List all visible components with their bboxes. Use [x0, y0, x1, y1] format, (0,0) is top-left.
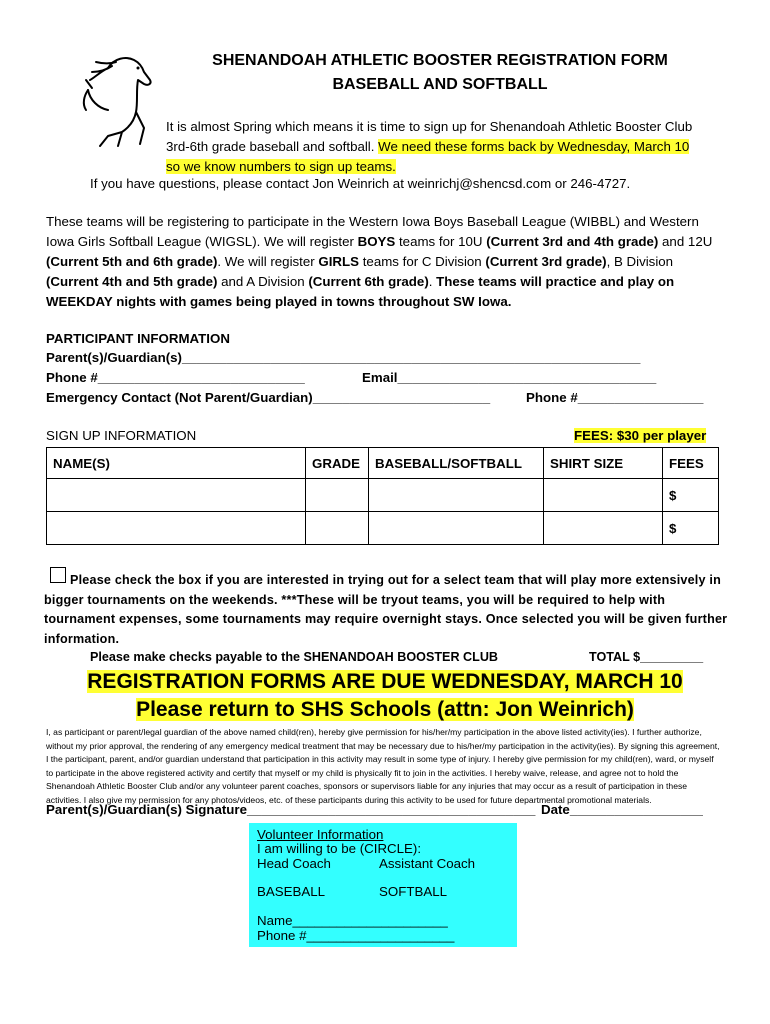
volunteer-willing: I am willing to be (CIRCLE):: [257, 841, 422, 856]
emergency-phone-field[interactable]: Phone #_________________: [526, 390, 704, 405]
total-field[interactable]: TOTAL $_________: [589, 650, 704, 664]
grade-label: (Current 5th and 6th grade): [46, 254, 218, 269]
grade-label: (Current 6th grade): [308, 274, 429, 289]
column-header: NAME(S): [47, 448, 306, 479]
shirt-size-cell[interactable]: [544, 479, 663, 512]
due-banner: REGISTRATION FORMS ARE DUE WEDNESDAY, MARCH 10: [87, 670, 683, 693]
checks-payable-text: Please make checks payable to the SHENANDOAH BOOSTER CLUB: [90, 650, 499, 664]
sport-cell[interactable]: [369, 479, 544, 512]
signup-table: [46, 447, 719, 545]
signature-field[interactable]: Parent(s)/Guardian(s) Signature_______________________________________: [46, 802, 536, 817]
girls-label: GIRLS: [318, 254, 360, 269]
volunteer-name-field[interactable]: Name_____________________: [257, 913, 448, 928]
teams-text: teams for 10U: [395, 234, 487, 249]
fees-cell[interactable]: $: [663, 512, 719, 545]
phone-field[interactable]: Phone #____________________________: [46, 370, 305, 385]
grade-cell[interactable]: [306, 512, 369, 545]
intro-line-2-plain: 3rd-6th grade baseball and softball.: [166, 139, 375, 154]
select-team-text: Please check the box if you are interested in trying out for a select team that will play more extensively in bigger tournaments on the weekends. ***These will be tryout teams, you will be required to help with tournament expenses, some tournaments may require overnight stays. Once selected you will be given further information.: [44, 573, 728, 646]
teams-text: , B Division: [606, 254, 674, 269]
teams-text: . We will register: [217, 254, 319, 269]
grade-label: (Current 4th and 5th grade): [46, 274, 218, 289]
parent-field[interactable]: Parent(s)/Guardian(s)______________________________________________________________: [46, 350, 641, 365]
table-row: [47, 479, 719, 512]
volunteer-title: Volunteer Information: [257, 827, 384, 842]
mustang-horse-icon: [78, 50, 158, 150]
teams-text: and A Division: [217, 274, 309, 289]
participant-heading: PARTICIPANT INFORMATION: [46, 331, 230, 346]
teams-text: teams for C Division: [359, 254, 486, 269]
intro-line-2: [166, 137, 726, 157]
name-cell[interactable]: [47, 512, 306, 545]
form-subtitle: BASEBALL AND SOFTBALL: [332, 76, 548, 93]
softball-option[interactable]: SOFTBALL: [379, 884, 447, 899]
grade-cell[interactable]: [306, 479, 369, 512]
emergency-contact-field[interactable]: Emergency Contact (Not Parent/Guardian)________________________: [46, 390, 491, 405]
column-header: FEES: [663, 448, 719, 479]
table-header-row: [47, 448, 719, 479]
form-title: SHENANDOAH ATHLETIC BOOSTER REGISTRATION FORM: [212, 52, 668, 69]
waiver-text: I, as participant or parent/legal guardian of the above named child(ren), hereby give permission for his/her/my participation in the above listed activity(ies). I further authorize, without my prior approval, the rendering of any emergency medical treatment that may be necessary due to his/her/my participation in the activity(ies). By signing this agreement, I the participant, parent, and/or guardian understand that participation in this activity may result in some type of injury. I hereby give permission for my child(ren), ward, or myself to participate in the above registered activity and certify that myself or my child is physically fit to join in the activities. I hereby waive, release, and agree not to hold the Shenandoah Athletic Booster Club and/or any volunteer parent coaches, sponsors or supervisors liable for any injuries that may occur as a result of participation in these activities. I also give my permission for any photos/videos, etc. of these participants during this activity to be used for future departmental promotional materials.: [46, 727, 720, 805]
boys-label: BOYS: [357, 234, 396, 249]
name-cell[interactable]: [47, 479, 306, 512]
fees-label: FEES: $30 per player: [574, 428, 707, 443]
grade-label: (Current 3rd and 4th grade): [486, 234, 659, 249]
assistant-coach-option[interactable]: Assistant Coach: [379, 856, 476, 871]
teams-text: These teams will be registering to participate in the Western Iowa Boys Baseball League (WIBBL) and Western Iowa Girls Softball League (WIGSL). We will register: [46, 214, 699, 249]
return-banner: Please return to SHS Schools (attn: Jon Weinrich): [136, 698, 634, 721]
sport-cell[interactable]: [369, 512, 544, 545]
teams-paragraph: [46, 212, 726, 312]
baseball-option[interactable]: BASEBALL: [257, 884, 326, 899]
volunteer-box: [249, 823, 517, 947]
deadline-highlight-cont: so we know numbers to sign up teams.: [166, 159, 396, 174]
signup-heading: SIGN UP INFORMATION: [46, 428, 197, 443]
fees-cell[interactable]: $: [663, 479, 719, 512]
email-field[interactable]: Email___________________________________: [362, 370, 657, 385]
practice-note: These teams will practice and play on WEEKDAY nights with games being played in towns throughout SW Iowa.: [46, 274, 675, 309]
volunteer-phone-field[interactable]: Phone #____________________: [257, 928, 455, 943]
column-header: GRADE: [306, 448, 369, 479]
contact-line: If you have questions, please contact Jon Weinrich at weinrichj@shencsd.com or 246-4727.: [90, 176, 631, 191]
deadline-highlight: We need these forms back by Wednesday, March 10: [378, 139, 690, 154]
intro-line-1: It is almost Spring which means it is time to sign up for Shenandoah Athletic Booster Club: [166, 119, 693, 134]
date-field[interactable]: Date__________________: [541, 802, 703, 817]
intro-paragraph: [166, 117, 726, 177]
teams-text: .: [428, 274, 437, 289]
column-header: SHIRT SIZE: [544, 448, 663, 479]
teams-text: and 12U: [658, 234, 713, 249]
column-header: BASEBALL/SOFTBALL: [369, 448, 544, 479]
shirt-size-cell[interactable]: [544, 512, 663, 545]
table-row: [47, 512, 719, 545]
head-coach-option[interactable]: Head Coach: [257, 856, 331, 871]
grade-label: (Current 3rd grade): [485, 254, 607, 269]
